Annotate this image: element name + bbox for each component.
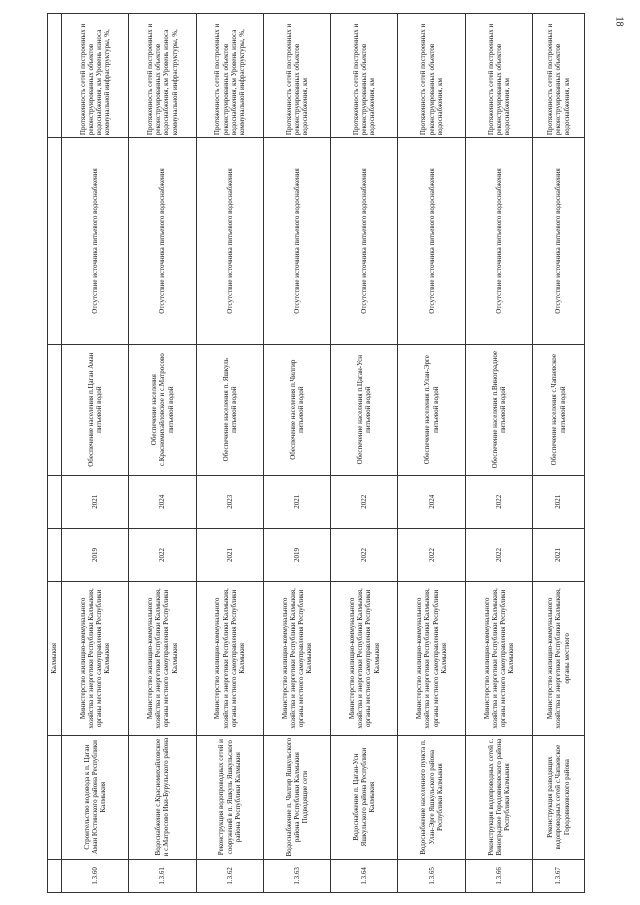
event-name: Реконструкция водопроводных сетей с. Виноградное Городовиковского района Республики Калмыкия [465,735,532,859]
year-start: 2022 [398,528,465,581]
expected-result: Обеспечение населения п.Виноградное питьевой водой [465,344,532,475]
table-row [465,14,532,893]
problem: Отсутствие источника питьевого водоснабжения [263,138,330,345]
row-number: 1.3.66 [465,859,532,892]
expected-result: Обеспечение населения п. Яшкуль питьевой водой [196,344,263,475]
table-row [196,14,263,893]
year-end: 2024 [398,475,465,528]
event-name: Водоснабжение п. Цаган-Усн Яшкульского района Республики Калмыкия [331,735,398,859]
problem: Отсутствие источника питьевого водоснабжения [465,138,532,345]
executor: Министерство жилищно-коммунального хозяйства и энергетики Республики Калмыкия, органы местного самоуправления Республики Калмыкия [263,582,330,735]
row-number: 1.3.61 [129,859,196,892]
row-number: 1.3.65 [398,859,465,892]
expected-result: Обеспечение населения п.Цаган-Усн питьевой водой [331,344,398,475]
table-row [263,14,330,893]
expected-result: Обеспечение населения п.Цаган Аман питьевой водой [62,344,129,475]
row-number: 1.3.67 [533,859,585,892]
table-row [129,14,196,893]
row-number: 1.3.60 [62,859,129,892]
year-end: 2023 [196,475,263,528]
event-name: Строительство водовода к п. Цаган Аман Юстинского района Республики Калмыкия [62,735,129,859]
row-number: 1.3.64 [331,859,398,892]
year-end: 2021 [263,475,330,528]
page-number: 18 [613,16,625,27]
problem: Отсутствие источника питьевого водоснабжения [62,138,129,345]
year-start: 2019 [263,528,330,581]
year-start: 2021 [196,528,263,581]
indicators: Протяженность сетей построенных и реконструированных объектов водоснабжения, км [465,14,532,138]
problem: Отсутствие источника питьевого водоснабжения [331,138,398,345]
executor: Министерство жилищно-коммунального хозяйства и энергетики Республики Калмыкия, органы местного самоуправления Республики Калмыкия [129,582,196,735]
rotated-table-container [47,13,585,893]
row-number: 1.3.63 [263,859,330,892]
indicators: Протяженность сетей построенных и реконструированных объектов водоснабжения, км [331,14,398,138]
indicators: Протяженность сетей построенных и реконструированных объектов водоснабжения, км [398,14,465,138]
indicators: Протяженность сетей построенных и реконструированных объектов водоснабжения, км [533,14,585,138]
problem: Отсутствие источника питьевого водоснабжения [129,138,196,345]
row-number: 1.3.62 [196,859,263,892]
event-name: Водоснабжение п. Чилгир Яшкульского района Республики Калмыкия Подводящие сети [263,735,330,859]
year-start: 2021 [533,528,585,581]
indicators: Протяженность сетей построенных и реконструированных объектов водоснабжения, км Уровень износа коммунальной инфраструктуры, %, [129,14,196,138]
problem: Отсутствие источника питьевого водоснабжения [196,138,263,345]
expected-result: Обеспечение населения с.Чапаевское питьевой водой [533,344,585,475]
table-row [62,14,129,893]
executor: Министерство жилищно-коммунального хозяйства и энергетики Республики Калмыкия, органы местного самоуправления Республики Калмыкия [196,582,263,735]
executor: Министерство жилищно-коммунального хозяйства и энергетики Республики Калмыкия, органы местного самоуправления Республики Калмыкия [62,582,129,735]
table-row [398,14,465,893]
event-name: Водоснабжение с.Красномихайловское и с.Матросово Ики-Бурульского района [129,735,196,859]
year-end: 2021 [62,475,129,528]
year-end: 2021 [533,475,585,528]
expected-result: Обеспечение населения п.Чилгир питьевой водой [263,344,330,475]
year-start: 2022 [465,528,532,581]
problem: Отсутствие источника питьевого водоснабжения [398,138,465,345]
expected-result: Обеспечение населения с.Красномихайловское и с.Матросово питьевой водой [129,344,196,475]
program-table [47,13,585,893]
executor: Министерство жилищно-коммунального хозяйства и энергетики Республики Калмыкия, органы местного самоуправления Республики Калмыкия [398,582,465,735]
table-row [533,14,585,893]
indicators: Протяженность сетей построенных и реконструированных объектов водоснабжения, км Уровень износа коммунальной инфраструктуры, %, [196,14,263,138]
executor: Министерство жилищно-коммунального хозяйства и энергетики Республики Калмыкия, органы местного самоуправления Республики Калмыкия [465,582,532,735]
continuation-text: Калмыкия [48,582,62,735]
table-row [331,14,398,893]
indicators: Протяженность сетей построенных и реконструированных объектов водоснабжения, км [263,14,330,138]
event-name: Водоснабжение населенного пункта п. Улан-Эрге Яшкульского района Республики Калмыкия [398,735,465,859]
year-start: 2019 [62,528,129,581]
year-start: 2022 [129,528,196,581]
year-start: 2022 [331,528,398,581]
event-name: Реконструкция разводящих водопроводных сетей с.Чапаевское Городовиковского района [533,735,585,859]
executor: Министерство жилищно-коммунального хозяйства и энергетики Республики Калмыкия, органы местного самоуправления Республики Калмыкия [331,582,398,735]
expected-result: Обеспечение населения п.Улан-Эрге питьевой водой [398,344,465,475]
year-end: 2024 [129,475,196,528]
event-name: Реконструкция водопроводных сетей и сооружений в п. Яшкуль Яшкульского района Республики Калмыкия [196,735,263,859]
year-end: 2022 [331,475,398,528]
indicators: Протяженность сетей построенных и реконструированных объектов водоснабжения, км Уровень износа коммунальной инфраструктуры, %, [62,14,129,138]
year-end: 2022 [465,475,532,528]
continuation-row [48,14,62,893]
problem: Отсутствие источника питьевого водоснабжения [533,138,585,345]
executor: Министерство жилищно-коммунального хозяйства и энергетики Республики Калмыкия, органы местного [533,582,585,735]
